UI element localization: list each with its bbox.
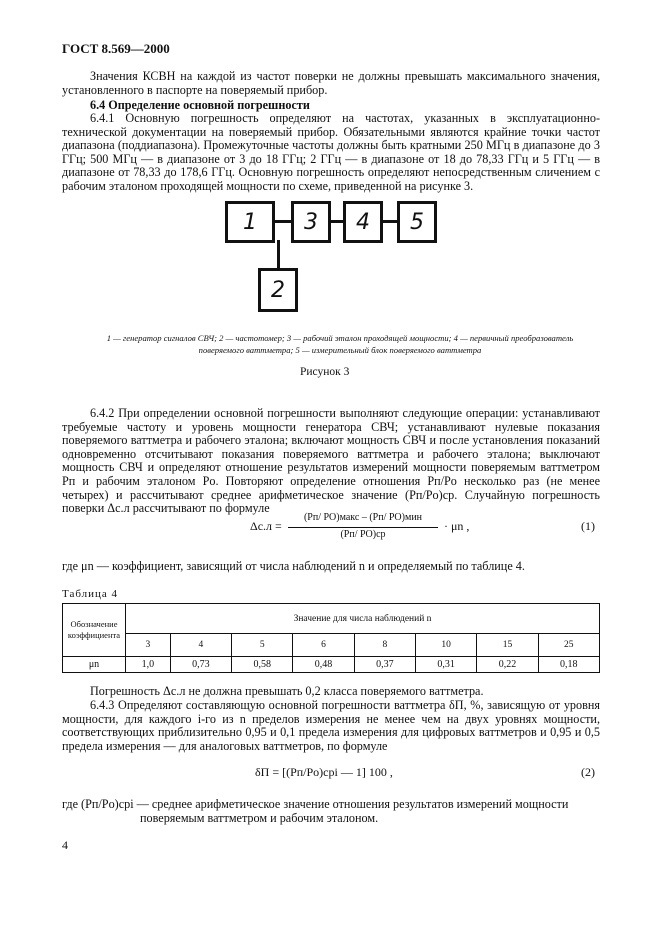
- table-value-cell: 1,0: [126, 657, 171, 673]
- table-value-cell: 0,58: [232, 657, 293, 673]
- paragraph-6-4-1: 6.4.1 Основную погрешность определяют на частотах, указанных в эксплуатационно-технической документации на поверяемый прибор. Обязательными являются крайние точки частот диапазона (поддиапазона). Промежуточные частоты должны быть кратными 250 МГц в диапазоне до 3 ГГц; 500 МГц — в диапазоне от 3 до 18 ГГц; 2 ГГц — в диапазоне от 18 до 78,33 ГГц и 5 ГГц — в диапазоне от 78,33 до 178,6 ГГц. Основную погрешность определяют непосредственным сличением с рабочим эталоном проходящей мощности по схеме, приведенной на рисунке 3.: [62, 111, 600, 193]
- table-n-cell: 15: [477, 634, 538, 657]
- formula-2-explanation-cont: поверяемым ваттметром и рабочим эталоном.: [140, 811, 379, 825]
- table-n-cell: 3: [126, 634, 171, 657]
- formula-1-fraction-bar: [288, 527, 438, 528]
- formula-1-numerator: (Pп/ PО)макс – (Pп/ PО)мин: [303, 512, 423, 523]
- table-head-left: Обозначение коэффициента: [63, 604, 126, 657]
- table-n-cell: 10: [415, 634, 476, 657]
- block-3: 3: [291, 201, 331, 243]
- paragraph-6-4-2: 6.4.2 При определении основной погрешности выполняют следующие операции: устанавливают требуемые частоту и уровень мощности генератора СВЧ; устанавливают нулевые показания поверяемого ваттметра и рабочего эталона; включают мощность СВЧ и после установления показаний одновременно отсчитывают показания поверяемого ваттметра и рабочего эталона; выключают мощность СВЧ и определяют отношение результатов измерений мощности поверяемым ваттметром Pп и рабочим эталоном Pо. Повторяют определение отношения Pп/Pо несколько раз (не менее четырех) и рассчитывают среднее арифметическое значение (Pп/Pо)ср. Случайную погрешность поверки Δс.л рассчитывают по формуле: [62, 406, 600, 516]
- section-title: 6.4 Определение основной погрешности: [90, 98, 310, 112]
- formula-1-explanation: где μn — коэффициент, зависящий от числа наблюдений n и определяемый по таблице 4.: [62, 559, 525, 573]
- formula-2: δП = [(Pп/Pо)срi — 1] 100 ,: [255, 765, 393, 779]
- table-value-cell: 0,31: [415, 657, 476, 673]
- document-header: ГОСТ 8.569—2000: [62, 41, 170, 56]
- table-title: Таблица 4: [62, 588, 119, 600]
- intro-paragraph: Значения КСВН на каждой из частот поверки не должны превышать максимального значения, установленного в паспорте на поверяемый прибор.: [62, 69, 600, 97]
- error-limit-paragraph: Погрешность Δс.л не должна превышать 0,2 класса поверяемого ваттметра.: [90, 684, 484, 698]
- formula-1-lhs: Δс.л =: [250, 519, 282, 533]
- table-row-label: μn: [63, 657, 126, 673]
- block-1: 1: [225, 201, 275, 243]
- figure-legend-line1: 1 — генератор сигналов СВЧ; 2 — частотомер; 3 — рабочий эталон проходящей мощности; 4 — первичный преобразователь: [106, 333, 574, 343]
- paragraph-6-4-3: 6.4.3 Определяют составляющую основной погрешности ваттметра δП, %, зависящую от уровня мощности, для каждого i-го из n пределов измерения не менее чем на двух уровнях мощности, соответствующих приблизительно 0,95 и 0,1 предела измерения для цифровых ваттметров и 0,95 и 0,5 предела измерения — для аналоговых ваттметров, по формуле: [62, 698, 600, 753]
- block-5: 5: [397, 201, 437, 243]
- table-n-cell: 25: [538, 634, 599, 657]
- formula-2-number: (2): [581, 765, 595, 779]
- table-value-cell: 0,22: [477, 657, 538, 673]
- formula-1-tail: · μn ,: [444, 519, 470, 533]
- formula-1-denominator: (Pп/ PО)ср: [340, 529, 386, 540]
- table-value-cell: 0,73: [170, 657, 231, 673]
- connector-vertical: [277, 240, 280, 269]
- block-4: 4: [343, 201, 383, 243]
- figure-legend-line2: поверяемого ваттметра; 5 — измерительный блок поверяемого ваттметра: [198, 345, 482, 355]
- table-value-cell: 0,37: [354, 657, 415, 673]
- table-n-cell: 5: [232, 634, 293, 657]
- formula-2-explanation: где (Pп/Pо)срi — среднее арифметическое значение отношения результатов измерений мощности: [62, 797, 569, 811]
- table-value-cell: 0,48: [293, 657, 354, 673]
- table-n-cell: 4: [170, 634, 231, 657]
- table-4: [62, 603, 600, 673]
- block-2: 2: [258, 268, 298, 312]
- table-head-main: Значение для числа наблюдений n: [126, 604, 600, 634]
- page-number: 4: [62, 838, 68, 852]
- table-n-cell: 6: [293, 634, 354, 657]
- figure-caption: Рисунок 3: [300, 366, 350, 378]
- formula-1-number: (1): [581, 519, 595, 533]
- table-value-cell: 0,18: [538, 657, 599, 673]
- table-n-cell: 8: [354, 634, 415, 657]
